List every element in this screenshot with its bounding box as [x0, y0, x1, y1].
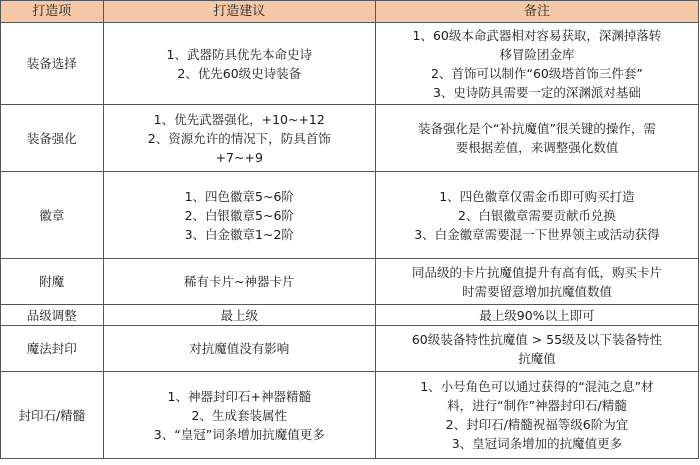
advice-line: 3、“皇冠”词条增加抗魔值更多: [153, 426, 325, 442]
row-note: [375, 105, 698, 172]
note-line: 2、首饰可以制作“60级塔首饰三件套”: [431, 65, 643, 81]
note-line: 1、小号角色可以通过获得的“混沌之息”材: [420, 379, 654, 394]
note-line: 3、白金徽章需要混一下世界领主或活动获得: [414, 226, 660, 242]
advice-line: 最上级: [220, 307, 258, 323]
row-advice: [103, 259, 375, 305]
row-item-label: 封印石/精髓: [1, 372, 104, 459]
row-advice: [103, 172, 375, 259]
note-line: 同品级的卡片抗魔值提升有高有低，购买卡片: [411, 264, 662, 280]
table-row: [1, 23, 699, 105]
row-advice: [103, 372, 375, 459]
note-line: 3、皇冠词条增加的抗魔值更多: [451, 436, 623, 451]
row-note: [375, 172, 698, 259]
advice-line: 3、白金徽章1~2阶: [184, 226, 294, 242]
row-note: [375, 326, 698, 372]
advice-line: +7~+9: [215, 149, 263, 165]
advice-line: 1、优先武器强化，+10~+12: [153, 111, 325, 127]
row-item-label: 魔法封印: [1, 326, 104, 372]
row-item-label: 徽章: [1, 172, 104, 259]
row-item-label: 装备选择: [1, 23, 104, 105]
advice-line: 2、生成套装属性: [191, 407, 287, 423]
row-advice: [103, 105, 375, 172]
row-note: [375, 372, 698, 459]
row-advice: [103, 23, 375, 105]
note-line: 3、史诗防具需要一定的深渊派对基础: [432, 84, 641, 100]
advice-line: 1、四色徽章5~6阶: [184, 188, 294, 204]
row-note: [375, 259, 698, 305]
advice-line: 对抗魔值没有影响: [189, 341, 290, 356]
note-line: 2、白银徽章需要贡献币兑换: [457, 207, 616, 223]
note-line: 要根据差值，来调整强化数值: [455, 140, 619, 155]
advice-line: 1、武器防具优先本命史诗: [166, 46, 312, 62]
advice-line: 2、资源允许的情况下，防具首饰: [147, 130, 331, 146]
table-row: [1, 259, 699, 305]
note-line: 料，进行“制作”神器封印石/精髓: [447, 398, 627, 413]
advice-line: 2、白银徽章5~6阶: [184, 207, 294, 223]
row-item-label: 装备强化: [1, 105, 104, 172]
row-advice: [103, 305, 375, 326]
table-row: [1, 172, 699, 259]
table-row: [1, 105, 699, 172]
note-line: 装备强化是个“补抗魔值”很关键的操作，需: [417, 121, 656, 136]
note-line: 移冒险团金库: [499, 46, 575, 62]
table-row: [1, 305, 699, 326]
header-item: 打造项: [1, 1, 104, 23]
row-item-label: 品级调整: [1, 305, 104, 326]
note-line: 时需要留意增加抗魔值数值: [461, 283, 612, 299]
row-note: [375, 23, 698, 105]
note-line: 1、60级本命武器相对容易获取，深渊掉落转: [412, 27, 662, 43]
note-line: 最上级90%以上即可: [479, 307, 595, 323]
row-note: [375, 305, 698, 326]
advice-line: 稀有卡片~神器卡片: [184, 274, 295, 289]
advice-line: 2、优先60级史诗装备: [177, 65, 302, 81]
note-line: 60级装备特性抗魔值 > 55级及以下装备特性: [411, 331, 663, 347]
note-line: 抗魔值: [518, 350, 556, 366]
note-line: 2、封印石/精髓祝福等级6阶为宜: [445, 417, 629, 432]
header-advice: 打造建议: [103, 1, 375, 23]
table-row: [1, 372, 699, 459]
table-row: [1, 326, 699, 372]
header-note: 备注: [375, 1, 698, 23]
table-header-row: [1, 1, 699, 23]
advice-line: 1、神器封印石+神器精髓: [167, 388, 311, 404]
row-advice: [103, 326, 375, 372]
note-line: 1、四色徽章仅需金币即可购买打造: [439, 188, 635, 204]
row-item-label: 附魔: [1, 259, 104, 305]
